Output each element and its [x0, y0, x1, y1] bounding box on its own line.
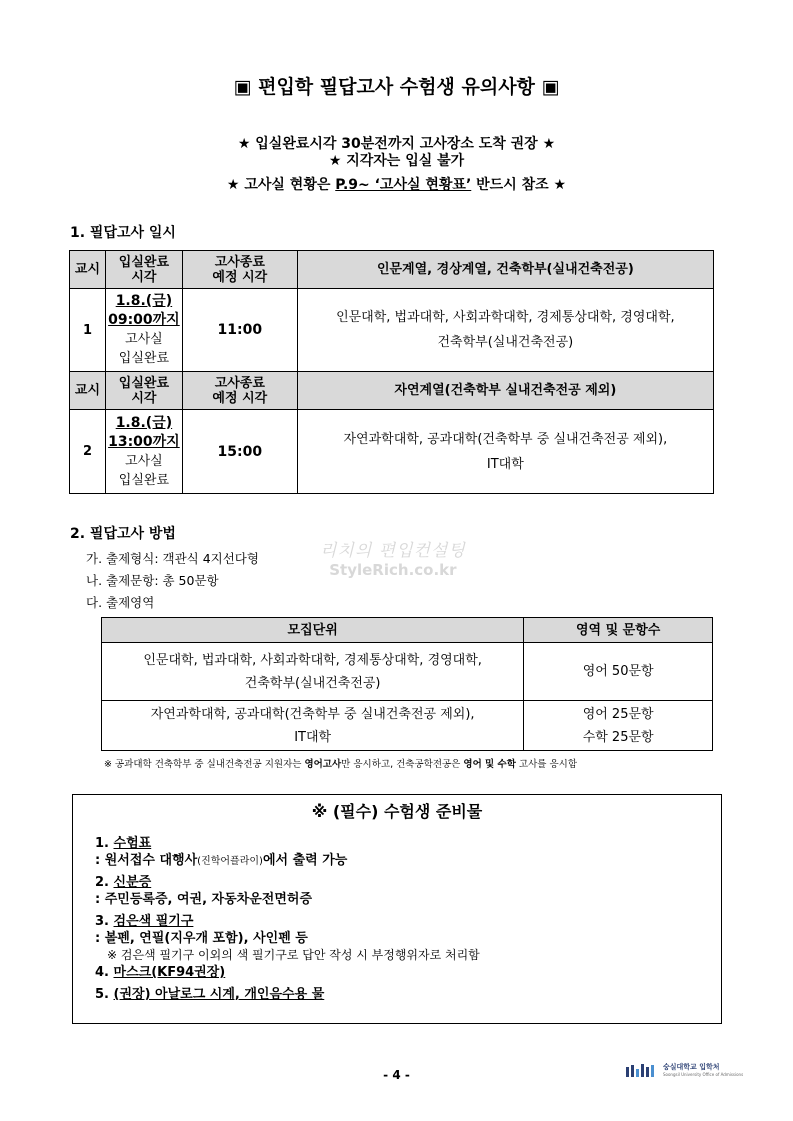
- notice-late: ★ 지각자는 입실 불가: [328, 153, 465, 169]
- schedule-header-row-2: [70, 372, 714, 410]
- header-unit: 모집단위: [102, 618, 524, 643]
- header-entry-time: 입실완료 시각: [105, 251, 182, 289]
- item-recommended: 5. (권장) 아날로그 시계, 개인음수용 물: [95, 987, 325, 1002]
- area-footnote: ※ 공과대학 건축학부 중 실내건축전공 지원자는 영어고사만 응시하고, 건축공학전공은 영어 및 수학 고사를 응시함: [104, 759, 577, 770]
- method-count: 나. 출제문항: 총 50문항: [86, 573, 219, 588]
- notice-arrival: ★ 입실완료시각 30분전까지 고사장소 도착 권장 ★: [237, 136, 556, 152]
- required-items-box: [72, 794, 722, 1024]
- item-id-card: 2. 신분증: [95, 875, 152, 890]
- notice-room-ref-pre: ★ 고사실 현황은: [226, 177, 336, 193]
- area-row-2: [102, 701, 713, 751]
- end-time-cell: 15:00: [182, 410, 297, 494]
- schedule-header-row-1: [70, 251, 714, 289]
- entry-time-cell: 1.8.(금) 09:00까지 고사실 입실완료: [105, 289, 182, 372]
- page-number: - 4 -: [383, 1068, 410, 1082]
- entry-time-cell: 1.8.(금) 13:00까지 고사실 입실완료: [105, 410, 182, 494]
- dept-cell: 인문대학, 법과대학, 사회과학대학, 경제통상대학, 경영대학, 건축학부(실내건축전공): [297, 289, 713, 372]
- logo-subtext: Soongsil University Office of Admissions: [663, 1072, 744, 1077]
- university-logo: [626, 1063, 743, 1079]
- item-mask: 4. 마스크(KF94권장): [95, 965, 226, 980]
- area-row-1: [102, 643, 713, 701]
- header-entry-time: 입실완료 시각: [105, 372, 182, 410]
- item-admission-ticket-desc: : 원서접수 대행사(진학어플라이)에서 출력 가능: [95, 853, 348, 868]
- period-cell: 1: [70, 289, 106, 372]
- header-end-time: 고사종료 예정 시각: [182, 372, 297, 410]
- method-format: 가. 출제형식: 객관식 4지선다형: [86, 551, 259, 566]
- item-id-card-desc: : 주민등록증, 여권, 자동차운전면허증: [95, 892, 313, 907]
- header-period: 교시: [70, 251, 106, 289]
- watermark: 리치의 편입컨설팅 StyleRich.co.kr: [320, 541, 466, 579]
- logo-text: 숭실대학교 입학처: [663, 1063, 720, 1071]
- required-items-title: ※ (필수) 수험생 준비물: [311, 802, 483, 821]
- item-black-pen: 3. 검은색 필기구: [95, 914, 194, 929]
- unit-cell: 인문대학, 법과대학, 사회과학대학, 경제통상대학, 경영대학, 건축학부(실내건축전공): [102, 643, 524, 701]
- area-cell: 영어 50문항: [524, 643, 713, 701]
- notice-room-ref-post: 반드시 참조 ★: [471, 177, 567, 193]
- period-cell: 2: [70, 410, 106, 494]
- notice-room-ref: [0, 174, 793, 194]
- section1-heading: 1. 필답고사 일시: [70, 225, 176, 241]
- item-black-pen-warning: ※ 검은색 필기구 이외의 색 필기구로 답안 작성 시 부정행위자로 처리함: [107, 948, 480, 962]
- notice-room-ref-page: P.9~ ‘고사실 현황표’: [335, 177, 472, 193]
- area-cell: 영어 25문항 수학 25문항: [524, 701, 713, 751]
- header-period: 교시: [70, 372, 106, 410]
- header-dept-group: 자연계열(건축학부 실내건축전공 제외): [297, 372, 713, 410]
- area-header-row: [102, 618, 713, 643]
- header-dept-group: 인문계열, 경상계열, 건축학부(실내건축전공): [297, 251, 713, 289]
- item-admission-ticket: 1. 수험표: [95, 836, 152, 851]
- page-title: ▣ 편입학 필답고사 수험생 유의사항 ▣: [233, 76, 560, 98]
- logo-mark-icon: [626, 1063, 660, 1079]
- method-area: 다. 출제영역: [86, 595, 155, 610]
- header-end-time: 고사종료 예정 시각: [182, 251, 297, 289]
- header-area: 영역 및 문항수: [524, 618, 713, 643]
- exam-area-table: [101, 617, 713, 751]
- end-time-cell: 11:00: [182, 289, 297, 372]
- section2-heading: 2. 필답고사 방법: [70, 526, 176, 542]
- dept-cell: 자연과학대학, 공과대학(건축학부 중 실내건축전공 제외), IT대학: [297, 410, 713, 494]
- required-items-list: [95, 835, 480, 1003]
- exam-schedule-table: [69, 250, 714, 494]
- schedule-row-2: [70, 410, 714, 494]
- item-black-pen-desc: : 볼펜, 연필(지우개 포함), 사인펜 등: [95, 931, 308, 946]
- unit-cell: 자연과학대학, 공과대학(건축학부 중 실내건축전공 제외), IT대학: [102, 701, 524, 751]
- schedule-row-1: [70, 289, 714, 372]
